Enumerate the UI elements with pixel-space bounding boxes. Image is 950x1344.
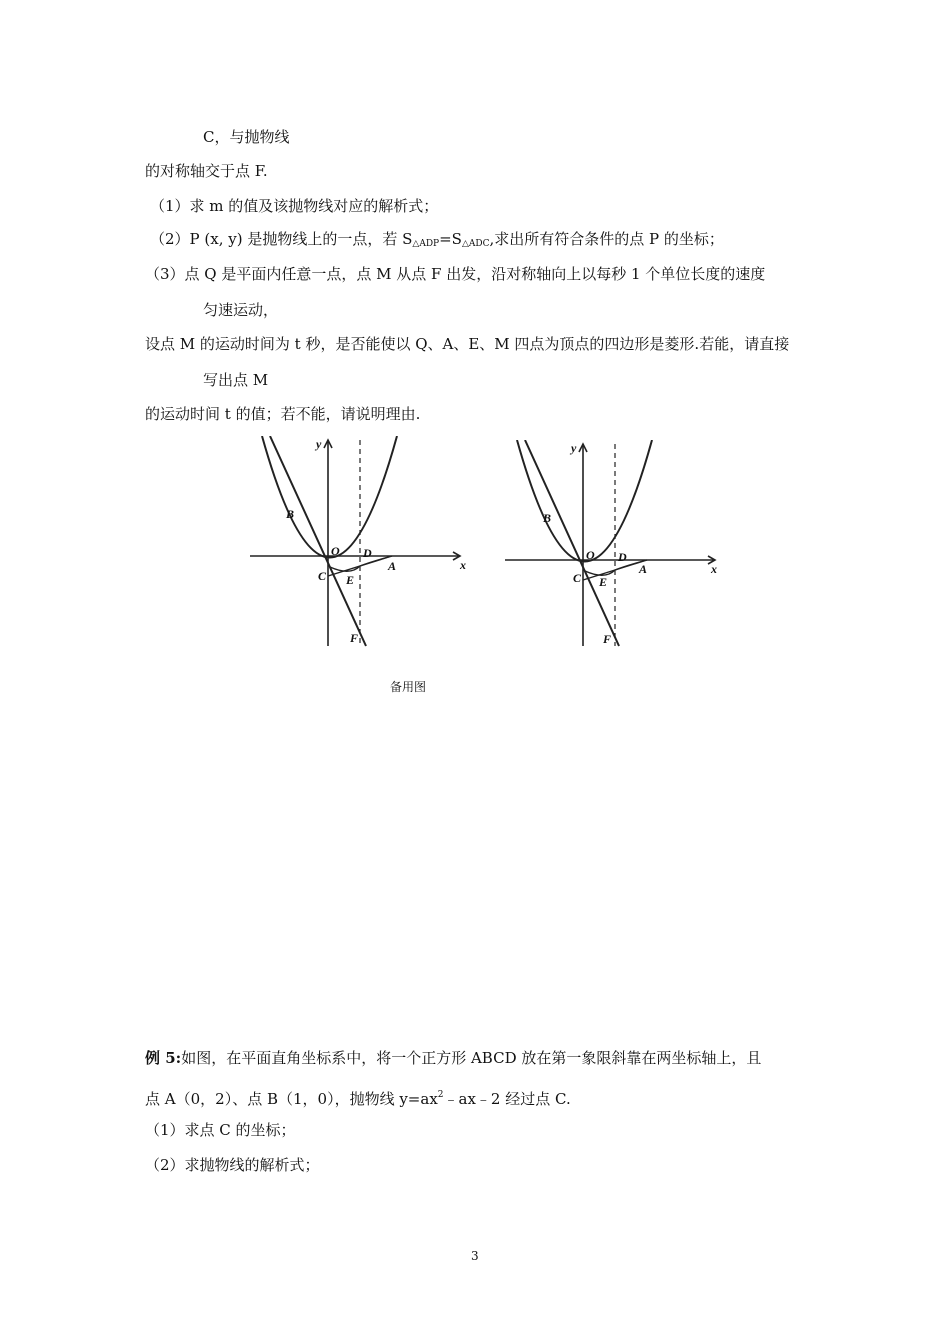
label-y: y [571, 441, 577, 455]
p5-question-2: （2）求抛物线的解析式； [145, 1156, 320, 1174]
p4-line2: 的对称轴交于点 F. [145, 162, 268, 180]
label-f: F [350, 631, 359, 645]
parabola-curve [517, 440, 652, 562]
label-a: A [388, 559, 397, 573]
p4-question-3-line1: （3）点 Q 是平面内任意一点，点 M 从点 F 出发，沿对称轴向上以每秒 1 个单位长度的速度 [145, 265, 766, 283]
label-o: O [586, 548, 595, 562]
label-b: B [286, 507, 295, 521]
parabola-figure-main [250, 436, 475, 651]
p5-line1: 例 5:如图，在平面直角坐标系中，将一个正方形 ABCD 放在第一象限斜靠在两坐标轴上，且 [145, 1049, 762, 1067]
p4-question-3-line4: 写出点 M [203, 371, 269, 389]
label-f: F [603, 632, 612, 646]
arc-ce [585, 560, 647, 575]
line-bcf [525, 440, 619, 646]
label-d: D [618, 550, 627, 564]
p4-line1: C，与抛物线 [203, 128, 290, 146]
label-o: O [331, 544, 340, 558]
p4-question-1: （1）求 m 的值及该抛物线对应的解析式； [150, 197, 439, 215]
label-a: A [639, 562, 648, 576]
label-x: x [711, 562, 717, 576]
label-c: C [573, 571, 582, 585]
p5-question-1: （1）求点 C 的坐标； [145, 1121, 296, 1139]
p5-heading: 例 5: [145, 1049, 182, 1067]
p4-question-3-line5: 的运动时间 t 的值；若不能，请说明理由. [145, 405, 421, 423]
p4-question-2: （2）P (x, y) 是抛物线上的一点，若 $S_{\triangle ADP}=S_{\triangle ADC}$,求出所有符合条件的点 P 的坐标； [150, 230, 724, 249]
label-e: E [346, 573, 355, 587]
figure-caption: 备用图 [390, 680, 427, 694]
label-y: y [316, 437, 322, 451]
label-b: B [543, 511, 552, 525]
arc-ce [330, 556, 392, 571]
line-bcf [270, 436, 366, 646]
page-number: 3 [471, 1249, 479, 1263]
parabola-curve [262, 436, 397, 558]
p4-question-3-line3: 设点 M 的运动时间为 t 秒，是否能使以 Q、A、E、M 四点为顶点的四边形是菱形.若能，请直接 [145, 335, 790, 353]
label-e: E [599, 575, 608, 589]
p4-question-3-line2: 匀速运动， [203, 301, 279, 319]
label-d: D [363, 546, 372, 560]
label-c: C [318, 569, 327, 583]
label-x: x [460, 558, 466, 572]
p5-line2: 点 A（0，2）、点 B（1，0），抛物线 $y=ax^2﹣ax﹣2$ 经过点 C. [145, 1090, 571, 1108]
parabola-figure-backup [505, 440, 725, 650]
